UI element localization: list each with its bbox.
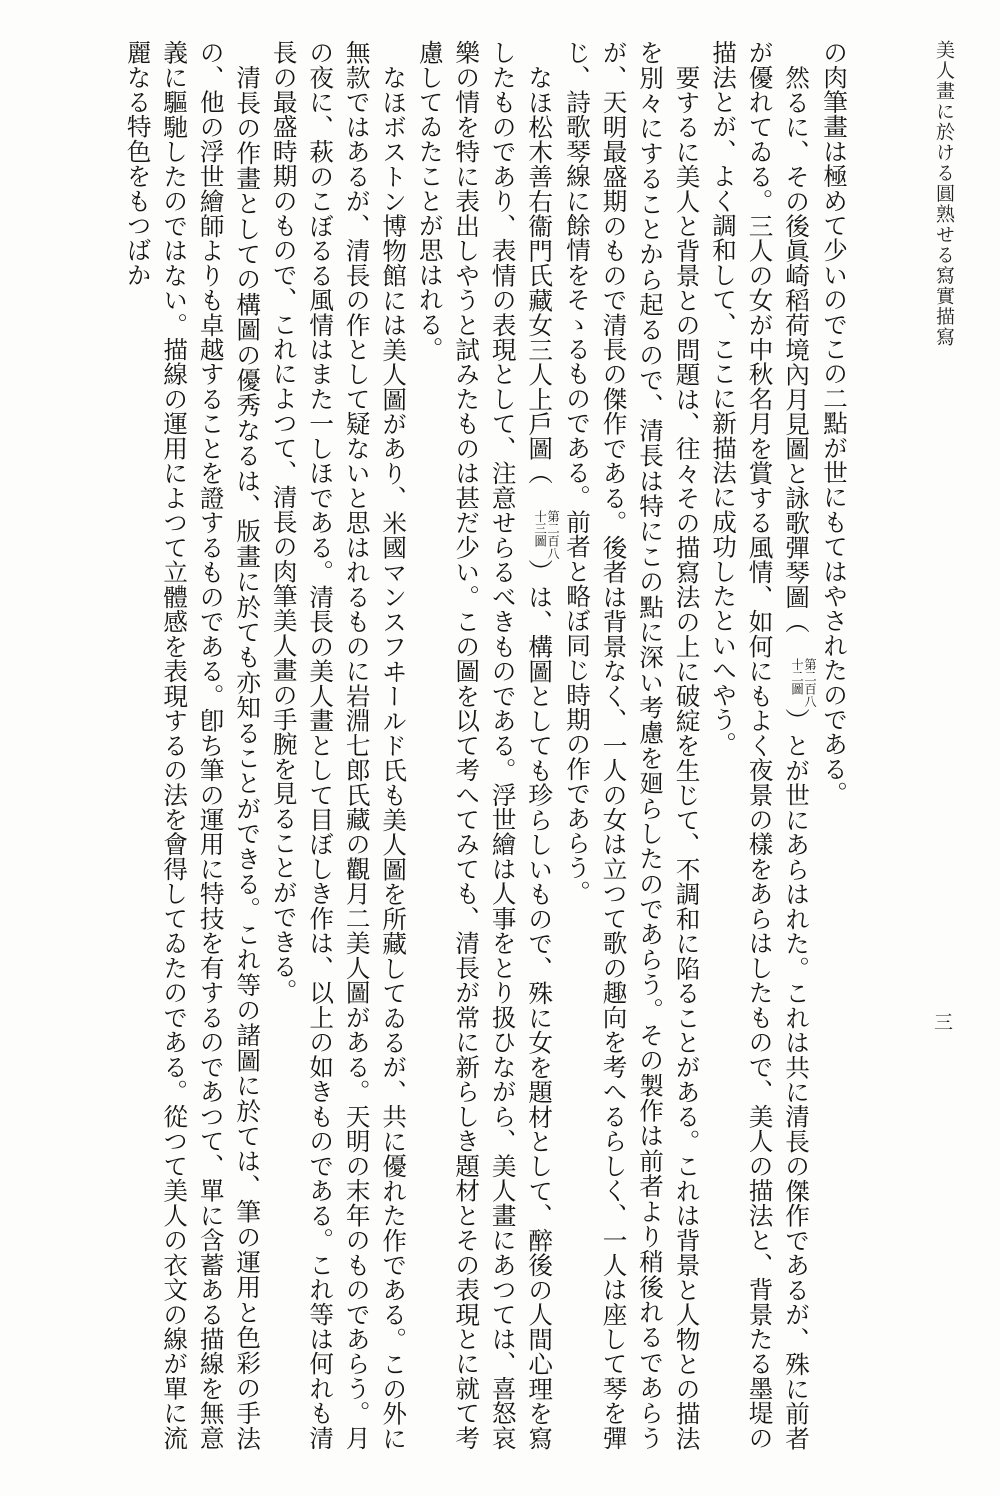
figure-note-line-2: 十三圖 xyxy=(532,509,547,547)
paragraph-4 xyxy=(411,40,558,1450)
body-text xyxy=(22,40,852,1450)
figure-reference-note: （ 第二百八 十三圖 ） xyxy=(525,460,560,585)
figure-note-line-1: 第二百八 xyxy=(545,509,560,560)
paragraph-2 xyxy=(705,40,816,1450)
paragraph-6: 清長の作畫としての構圖の優秀なるは、版畫に於ても亦知ることができる。これ等の諸圖に於ては、筆の運用と色彩の手法の、他の浮世繪師よりも卓越することを證するものである。卽ち筆の運用に特技を有するのであつて、單に含蓄ある描線を無意義に驅馳したのではない。描線の運用によつて立體感を表現するの法を會得してゐたのである。從つて美人の衣文の線が單に流麗なる特色をもつばか xyxy=(123,40,263,1450)
paragraph-4-text-before: なほ松木善右衞門氏藏女三人上戶圖 xyxy=(525,64,555,461)
paragraph-3: 要するに美人と背景との問題は、往々その描寫法の上に破綻を生じて、不調和に陷ることがある。これは背景と人物との描法を別々にすることから起るので、清長は特にこの點に深い考慮を廻らしたのであらう。その製作は前者より稍後れるであらうが、天明最盛期のもので清長の傑作である。後者は背景なく、一人の女は立つて歌の趣向を考へるらしく、一人は座して琴を彈じ、詩歌琴線に餘情をそゝるものである。前者と略ぼ同じ時期の作であらう。 xyxy=(563,40,702,1450)
figure-note-line-2: 十二圖 xyxy=(789,658,804,696)
paragraph-5: なほボストン博物館には美人圖があり、米國マンスフヰールド氏も美人圖を所藏してゐるが、共に優れた作である。この外に無款ではあるが、清長の作として疑ないと思はれるものに岩淵七郎氏藏の觀月二美人圖がある。天明の末年のものであらう。月の夜に、萩のこぼるる風情はまた一しほである。清長の美人畫として目ぼしき作は、以上の如きものである。これ等は何れも清長の最盛時期のもので、これによつて、清長の肉筆美人畫の手腕を見ることができる。 xyxy=(269,40,409,1450)
figure-note-line-1: 第二百八 xyxy=(802,658,817,708)
figure-reference-note: （ 第二百八 十二圖 ） xyxy=(782,608,817,733)
paragraph-2-text-after: とが世にあらはれた。これは共に清長の傑作であるが、殊に前者が優れてゐる。三人の女が中秋名月を賞する風情、如何にもよく夜景の樣をあらはしたもので、美人の描法と、背景たる墨堤の描法とが、よく調和して、ここに新描法に成功したといへやう。 xyxy=(709,40,812,1450)
page-number: 三 xyxy=(931,1012,953,1031)
paragraph-4-text-after: は、構圖としても珍らしいもので、殊に女を題材として、醉後の人間心理を寫したものであり、表情の表現として、注意せらるべきものである。浮世繪は人事をとり扱ひながら、美人畫にあつては、喜怒哀樂の情を特に表出しやうと試みたものは甚だ少い。この圖を以て考へてみても、清長が常に新らしき題材とその表現とに就て考慮してゐたことが思はれる。 xyxy=(415,40,555,1450)
paragraph-1: の肉筆畫は極めて少いのでこの二點が世にもてはやされたのである。 xyxy=(820,40,849,806)
running-header: 美人畫に於ける圓熟せる寫實描寫 xyxy=(933,40,955,348)
paragraph-2-text-before: 然るに、その後眞崎稻荷境內月見圖と詠歌彈琴圖 xyxy=(782,64,812,609)
